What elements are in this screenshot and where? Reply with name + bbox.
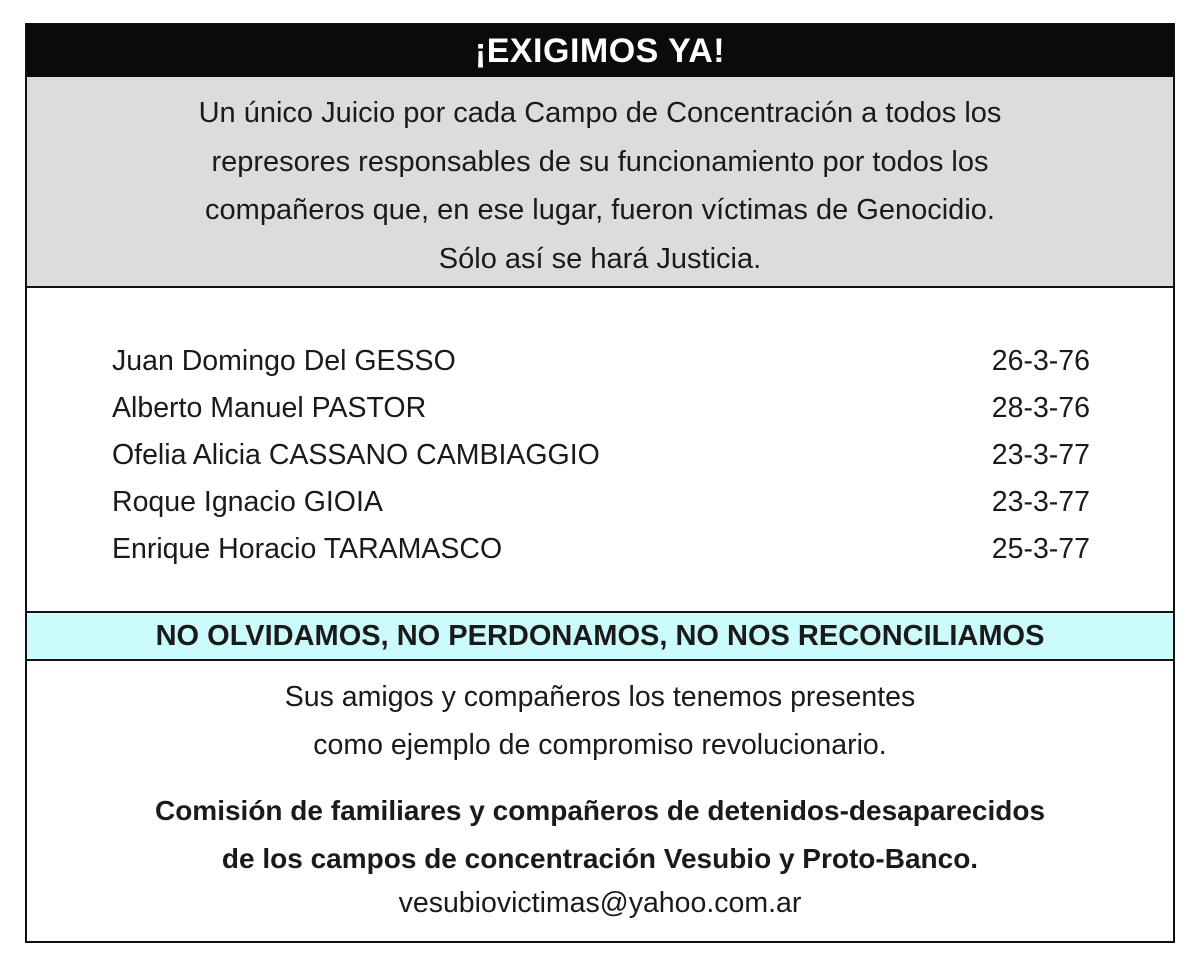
contact-email[interactable]: vesubiovictimas@yahoo.com.ar: [398, 887, 802, 919]
demand-section: [27, 77, 1173, 288]
tribute-text: [27, 673, 1173, 769]
notice-frame: [25, 23, 1175, 943]
victim-row: [112, 385, 1090, 432]
tribute-line: Sus amigos y compañeros los tenemos presentes: [284, 681, 916, 713]
victim-row: [112, 338, 1090, 385]
signature-line: de los campos de concentración Vesubio y Proto-Banco.: [221, 843, 979, 874]
victim-row: [112, 479, 1090, 526]
slogan-banner: [27, 611, 1173, 661]
slogan-text: NO OLVIDAMOS, NO PERDONAMOS, NO NOS RECONCILIAMOS: [155, 620, 1045, 652]
tribute-line: como ejemplo de compromiso revolucionario.: [313, 729, 887, 761]
victim-name: Roque Ignacio GIOIA: [112, 486, 383, 518]
victim-name: Ofelia Alicia CASSANO CAMBIAGGIO: [112, 439, 600, 471]
signature-line: Comisión de familiares y compañeros de detenidos-desaparecidos: [154, 795, 1046, 826]
victim-name: Juan Domingo Del GESSO: [112, 345, 456, 377]
demand-line: Un único Juicio por cada Campo de Concentración a todos los: [198, 97, 1002, 129]
victim-date: 26-3-76: [991, 345, 1090, 377]
notice-title: ¡EXIGIMOS YA!: [474, 32, 726, 70]
victim-name: Alberto Manuel PASTOR: [112, 392, 427, 424]
victim-name: Enrique Horacio TARAMASCO: [112, 533, 503, 565]
victim-date: 23-3-77: [991, 439, 1090, 471]
signature-text: [27, 787, 1173, 883]
demand-line: compañeros que, en ese lugar, fueron víctimas de Genocidio.: [205, 194, 995, 226]
footer-section: [27, 661, 1173, 923]
victim-date: 23-3-77: [991, 486, 1090, 518]
victim-date: 25-3-77: [991, 533, 1090, 565]
victim-row: [112, 432, 1090, 479]
victim-row: [112, 526, 1090, 573]
demand-line: represores responsables de su funcionamiento por todos los: [211, 145, 989, 178]
demand-line: Sólo así se hará Justicia.: [438, 242, 762, 275]
notice-header: [27, 25, 1173, 77]
victim-date: 28-3-76: [991, 392, 1090, 424]
victims-list: [27, 288, 1173, 611]
